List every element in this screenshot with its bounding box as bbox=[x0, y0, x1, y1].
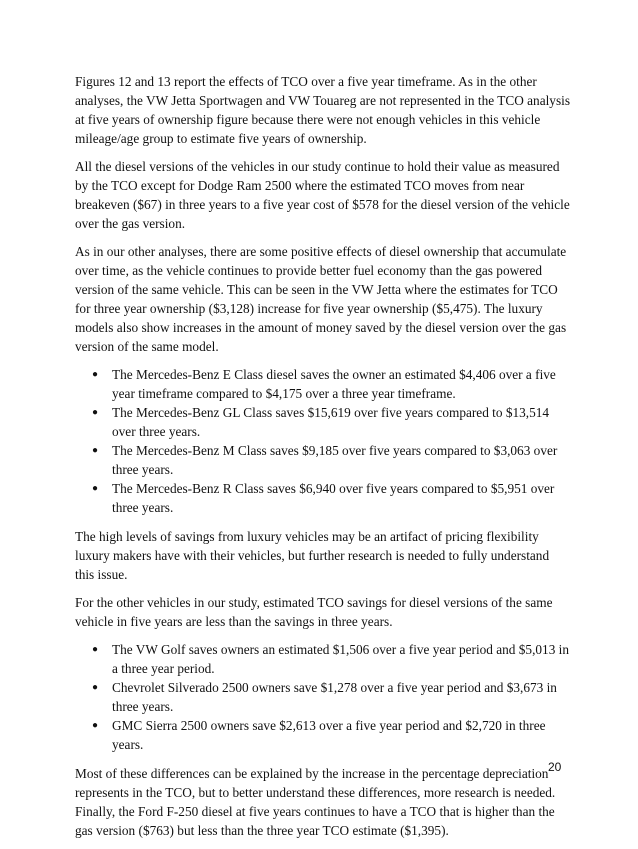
paragraph-diesel-value: All the diesel versions of the vehicles in our study continue to hold their value as measured by the TCO except for Dodge Ram 2500 where the estimated TCO moves from near breakeven ($67) in three years to a five year cost of $578 for the diesel version of the vehicle over the gas version. bbox=[75, 159, 570, 231]
list-item bbox=[75, 441, 570, 479]
list-item bbox=[75, 640, 570, 678]
bullet-icon: ● bbox=[92, 682, 99, 693]
list-item bbox=[75, 678, 570, 716]
paragraph-differences: Most of these differences can be explained by the increase in the percentage depreciation represents in the TCO, but to better understand these differences, more research is needed. Finally, the Ford F-250 diesel at five years continues to have a TCO that is higher than the gas version ($763) but less than the three year TCO estimate ($1,395). bbox=[75, 766, 556, 838]
bullet-icon: ● bbox=[92, 720, 99, 731]
list-item-text: GMC Sierra 2500 owners save $2,613 over a five year period and $2,720 in three years. bbox=[112, 718, 546, 752]
list-item-text: The Mercedes-Benz M Class saves $9,185 over five years compared to $3,063 over three years. bbox=[112, 443, 558, 477]
luxury-savings-list bbox=[75, 365, 570, 517]
list-item bbox=[75, 479, 570, 517]
body-text bbox=[75, 72, 570, 849]
list-item-text: Chevrolet Silverado 2500 owners save $1,278 over a five year period and $3,673 in three years. bbox=[112, 680, 557, 714]
paragraph-other-vehicles: For the other vehicles in our study, estimated TCO savings for diesel versions of the same vehicle in five years are less than the savings in three years. bbox=[75, 595, 553, 629]
bullet-icon: ● bbox=[92, 644, 99, 655]
list-item-text: The Mercedes-Benz GL Class saves $15,619 over five years compared to $13,514 over three years. bbox=[112, 405, 550, 439]
paragraph-luxury-artifact: The high levels of savings from luxury vehicles may be an artifact of pricing flexibility luxury makers have with their vehicles, but further research is needed to fully understand this issue. bbox=[75, 529, 550, 582]
list-item-text: The VW Golf saves owners an estimated $1,506 over a five year period and $5,013 in a three year period. bbox=[112, 642, 570, 676]
list-item bbox=[75, 716, 570, 754]
list-item-text: The Mercedes-Benz E Class diesel saves the owner an estimated $4,406 over a five year timeframe compared to $4,175 over a three year timeframe. bbox=[112, 367, 556, 401]
list-item-text: The Mercedes-Benz R Class saves $6,940 over five years compared to $5,951 over three years. bbox=[112, 481, 555, 515]
other-savings-list bbox=[75, 640, 570, 754]
bullet-icon: ● bbox=[92, 369, 99, 380]
list-item bbox=[75, 365, 570, 403]
list-item bbox=[75, 403, 570, 441]
bullet-icon: ● bbox=[92, 407, 99, 418]
bullet-icon: ● bbox=[92, 445, 99, 456]
paragraph-positive-effects: As in our other analyses, there are some positive effects of diesel ownership that accumulate over time, as the vehicle continues to provide better fuel economy than the gas powered version of the same vehicle. This can be seen in the VW Jetta where the estimates for TCO for three year ownership ($3,128) increase for five year ownership ($5,475). The luxury models also show increases in the amount of money saved by the diesel version over the gas version of the same model. bbox=[75, 244, 567, 354]
paragraph-tco-five-year: Figures 12 and 13 report the effects of TCO over a five year timeframe. As in the other analyses, the VW Jetta Sportwagen and VW Touareg are not represented in the TCO analysis at five years of ownership figure because there were not enough vehicles in this vehicle mileage/age group to estimate five years of ownership. bbox=[75, 74, 570, 146]
page-number: 20 bbox=[548, 760, 562, 774]
bullet-icon: ● bbox=[92, 483, 99, 494]
